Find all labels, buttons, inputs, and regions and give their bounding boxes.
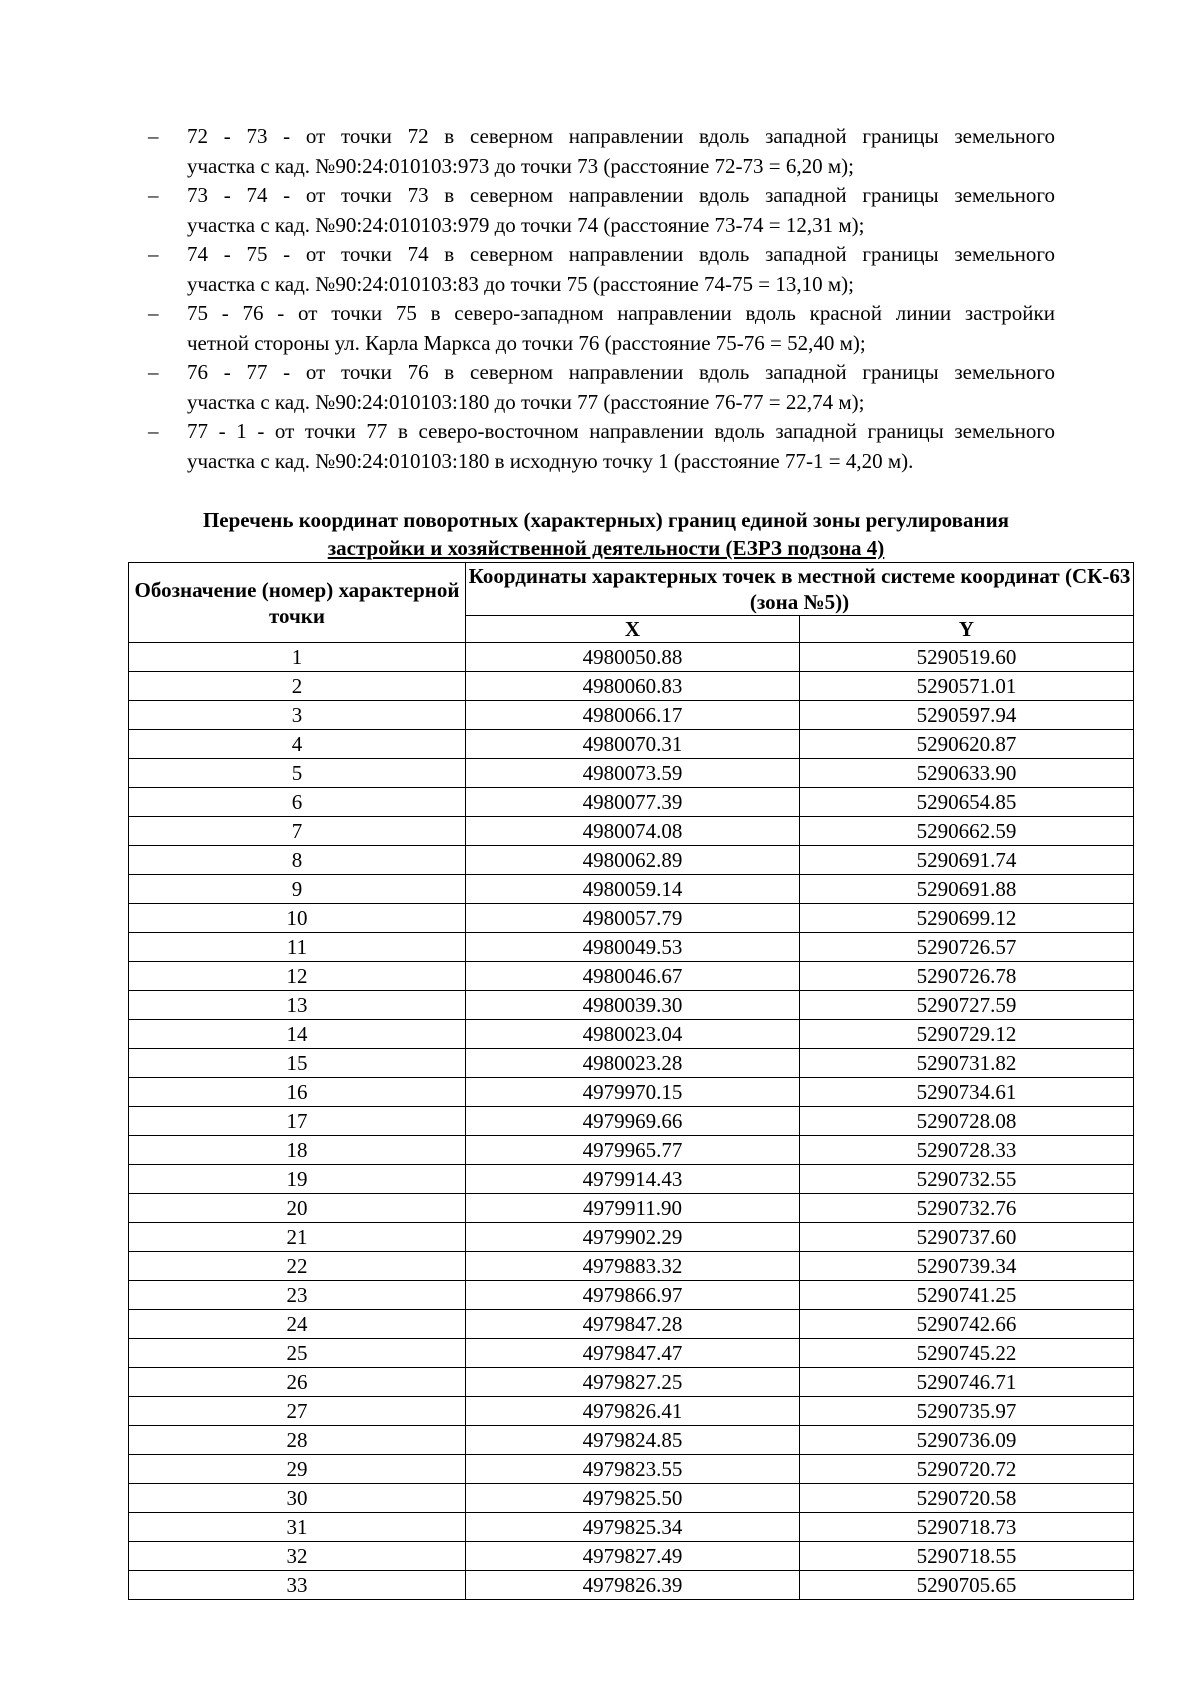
segment-text-line1: 76 - 77 - от точки 76 в северном направлении вдоль западной границы земельного (187, 360, 1055, 384)
coordinates-table-body (129, 643, 1134, 1600)
header-point-number: Обозначение (номер) характерной точки (129, 563, 466, 643)
y-coordinate-cell: 5290633.90 (800, 759, 1134, 788)
x-coordinate-cell: 4979866.97 (466, 1281, 800, 1310)
x-coordinate-cell: 4980059.14 (466, 875, 800, 904)
table-title-line1: Перечень координат поворотных (характерных) границ единой зоны регулирования (202, 508, 1010, 532)
table-row (129, 962, 1134, 991)
x-coordinate-cell: 4979826.39 (466, 1571, 800, 1600)
header-x: X (466, 616, 800, 643)
point-number-cell: 24 (129, 1310, 466, 1339)
point-number-cell: 14 (129, 1020, 466, 1049)
y-coordinate-cell: 5290662.59 (800, 817, 1134, 846)
point-number-cell: 15 (129, 1049, 466, 1078)
point-number-cell: 20 (129, 1194, 466, 1223)
y-coordinate-cell: 5290705.65 (800, 1571, 1134, 1600)
point-number-cell: 6 (129, 788, 466, 817)
point-number-cell: 5 (129, 759, 466, 788)
table-row (129, 991, 1134, 1020)
x-coordinate-cell: 4979825.50 (466, 1484, 800, 1513)
table-row (129, 1165, 1134, 1194)
bullet-dash: – (148, 242, 159, 266)
point-number-cell: 26 (129, 1368, 466, 1397)
point-number-cell: 31 (129, 1513, 466, 1542)
y-coordinate-cell: 5290519.60 (800, 643, 1134, 672)
bullet-dash: – (148, 419, 159, 443)
x-coordinate-cell: 4979902.29 (466, 1223, 800, 1252)
bullet-dash: – (148, 124, 159, 148)
table-row (129, 846, 1134, 875)
y-coordinate-cell: 5290737.60 (800, 1223, 1134, 1252)
segment-item (140, 122, 1055, 181)
x-coordinate-cell: 4980070.31 (466, 730, 800, 759)
table-row (129, 1049, 1134, 1078)
table-row (129, 1310, 1134, 1339)
segment-text-line1: 75 - 76 - от точки 75 в северо-западном направлении вдоль красной линии застройки (187, 301, 1055, 325)
x-coordinate-cell: 4980062.89 (466, 846, 800, 875)
point-number-cell: 29 (129, 1455, 466, 1484)
y-coordinate-cell: 5290731.82 (800, 1049, 1134, 1078)
coordinates-table (128, 562, 1134, 1600)
y-coordinate-cell: 5290699.12 (800, 904, 1134, 933)
point-number-cell: 13 (129, 991, 466, 1020)
table-row (129, 759, 1134, 788)
point-number-cell: 18 (129, 1136, 466, 1165)
table-row (129, 1426, 1134, 1455)
y-coordinate-cell: 5290742.66 (800, 1310, 1134, 1339)
segment-item (140, 240, 1055, 299)
y-coordinate-cell: 5290654.85 (800, 788, 1134, 817)
x-coordinate-cell: 4979824.85 (466, 1426, 800, 1455)
table-row (129, 1339, 1134, 1368)
x-coordinate-cell: 4980039.30 (466, 991, 800, 1020)
table-row (129, 1252, 1134, 1281)
table-row (129, 933, 1134, 962)
point-number-cell: 1 (129, 643, 466, 672)
point-number-cell: 3 (129, 701, 466, 730)
point-number-cell: 8 (129, 846, 466, 875)
point-number-cell: 17 (129, 1107, 466, 1136)
segment-text-line2: участка с кад. №90:24:010103:973 до точки 73 (расстояние 72-73 = 6,20 м); (187, 153, 854, 178)
point-number-cell: 33 (129, 1571, 466, 1600)
table-row (129, 1078, 1134, 1107)
table-title-line2: застройки и хозяйственной деятельности (ЕЗРЗ подзона 4) (327, 536, 885, 560)
point-number-cell: 16 (129, 1078, 466, 1107)
y-coordinate-cell: 5290732.76 (800, 1194, 1134, 1223)
x-coordinate-cell: 4980077.39 (466, 788, 800, 817)
header-coordinates: Координаты характерных точек в местной системе координат (СК-63 (зона №5)) (466, 563, 1134, 616)
point-number-cell: 21 (129, 1223, 466, 1252)
table-row (129, 643, 1134, 672)
y-coordinate-cell: 5290736.09 (800, 1426, 1134, 1455)
x-coordinate-cell: 4979969.66 (466, 1107, 800, 1136)
x-coordinate-cell: 4980049.53 (466, 933, 800, 962)
y-coordinate-cell: 5290732.55 (800, 1165, 1134, 1194)
y-coordinate-cell: 5290728.08 (800, 1107, 1134, 1136)
x-coordinate-cell: 4979823.55 (466, 1455, 800, 1484)
point-number-cell: 2 (129, 672, 466, 701)
segment-text-line1: 74 - 75 - от точки 74 в северном направлении вдоль западной границы земельного (187, 242, 1055, 266)
y-coordinate-cell: 5290735.97 (800, 1397, 1134, 1426)
table-title (140, 506, 1072, 562)
table-row (129, 817, 1134, 846)
point-number-cell: 27 (129, 1397, 466, 1426)
point-number-cell: 22 (129, 1252, 466, 1281)
table-row (129, 1368, 1134, 1397)
y-coordinate-cell: 5290734.61 (800, 1078, 1134, 1107)
y-coordinate-cell: 5290720.72 (800, 1455, 1134, 1484)
table-row (129, 1397, 1134, 1426)
segment-text-line2: четной стороны ул. Карла Маркса до точки 76 (расстояние 75-76 = 52,40 м); (187, 330, 866, 355)
x-coordinate-cell: 4979965.77 (466, 1136, 800, 1165)
table-row (129, 1571, 1134, 1600)
table-row (129, 875, 1134, 904)
table-row (129, 672, 1134, 701)
x-coordinate-cell: 4979825.34 (466, 1513, 800, 1542)
x-coordinate-cell: 4979847.28 (466, 1310, 800, 1339)
x-coordinate-cell: 4979847.47 (466, 1339, 800, 1368)
table-row (129, 1223, 1134, 1252)
table-row (129, 1542, 1134, 1571)
y-coordinate-cell: 5290691.88 (800, 875, 1134, 904)
x-coordinate-cell: 4980046.67 (466, 962, 800, 991)
table-row (129, 730, 1134, 759)
x-coordinate-cell: 4980057.79 (466, 904, 800, 933)
segment-text-line1: 77 - 1 - от точки 77 в северо-восточном направлении вдоль западной границы земельного (187, 419, 1055, 443)
segment-item (140, 181, 1055, 240)
x-coordinate-cell: 4979826.41 (466, 1397, 800, 1426)
point-number-cell: 7 (129, 817, 466, 846)
point-number-cell: 9 (129, 875, 466, 904)
x-coordinate-cell: 4980060.83 (466, 672, 800, 701)
point-number-cell: 32 (129, 1542, 466, 1571)
y-coordinate-cell: 5290741.25 (800, 1281, 1134, 1310)
table-row (129, 1281, 1134, 1310)
point-number-cell: 10 (129, 904, 466, 933)
point-number-cell: 4 (129, 730, 466, 759)
point-number-cell: 25 (129, 1339, 466, 1368)
header-y: Y (800, 616, 1134, 643)
segment-text-line1: 73 - 74 - от точки 73 в северном направлении вдоль западной границы земельного (187, 183, 1055, 207)
x-coordinate-cell: 4980066.17 (466, 701, 800, 730)
segment-item (140, 299, 1055, 358)
y-coordinate-cell: 5290726.57 (800, 933, 1134, 962)
segment-text-line1: 72 - 73 - от точки 72 в северном направлении вдоль западной границы земельного (187, 124, 1055, 148)
segment-item (140, 417, 1055, 476)
segment-text-line2: участка с кад. №90:24:010103:180 до точки 77 (расстояние 76-77 = 22,74 м); (187, 389, 865, 414)
table-row (129, 1136, 1134, 1165)
y-coordinate-cell: 5290718.73 (800, 1513, 1134, 1542)
x-coordinate-cell: 4980023.04 (466, 1020, 800, 1049)
table-row (129, 1107, 1134, 1136)
point-number-cell: 19 (129, 1165, 466, 1194)
bullet-dash: – (148, 360, 159, 384)
point-number-cell: 12 (129, 962, 466, 991)
table-row (129, 1484, 1134, 1513)
y-coordinate-cell: 5290571.01 (800, 672, 1134, 701)
y-coordinate-cell: 5290726.78 (800, 962, 1134, 991)
x-coordinate-cell: 4980050.88 (466, 643, 800, 672)
x-coordinate-cell: 4979827.25 (466, 1368, 800, 1397)
segment-text-line2: участка с кад. №90:24:010103:979 до точки 74 (расстояние 73-74 = 12,31 м); (187, 212, 865, 237)
x-coordinate-cell: 4979911.90 (466, 1194, 800, 1223)
x-coordinate-cell: 4980023.28 (466, 1049, 800, 1078)
y-coordinate-cell: 5290691.74 (800, 846, 1134, 875)
y-coordinate-cell: 5290597.94 (800, 701, 1134, 730)
table-row (129, 788, 1134, 817)
table-row (129, 1020, 1134, 1049)
point-number-cell: 23 (129, 1281, 466, 1310)
point-number-cell: 28 (129, 1426, 466, 1455)
point-number-cell: 30 (129, 1484, 466, 1513)
y-coordinate-cell: 5290745.22 (800, 1339, 1134, 1368)
x-coordinate-cell: 4979883.32 (466, 1252, 800, 1281)
boundary-segment-list (140, 122, 1055, 476)
y-coordinate-cell: 5290620.87 (800, 730, 1134, 759)
segment-text-line2: участка с кад. №90:24:010103:180 в исходную точку 1 (расстояние 77-1 = 4,20 м). (187, 448, 914, 473)
x-coordinate-cell: 4979827.49 (466, 1542, 800, 1571)
y-coordinate-cell: 5290728.33 (800, 1136, 1134, 1165)
y-coordinate-cell: 5290718.55 (800, 1542, 1134, 1571)
table-row (129, 1455, 1134, 1484)
table-row (129, 1194, 1134, 1223)
x-coordinate-cell: 4979970.15 (466, 1078, 800, 1107)
table-row (129, 701, 1134, 730)
point-number-cell: 11 (129, 933, 466, 962)
segment-item (140, 358, 1055, 417)
y-coordinate-cell: 5290746.71 (800, 1368, 1134, 1397)
table-row (129, 904, 1134, 933)
x-coordinate-cell: 4980073.59 (466, 759, 800, 788)
bullet-dash: – (148, 183, 159, 207)
x-coordinate-cell: 4979914.43 (466, 1165, 800, 1194)
bullet-dash: – (148, 301, 159, 325)
y-coordinate-cell: 5290729.12 (800, 1020, 1134, 1049)
x-coordinate-cell: 4980074.08 (466, 817, 800, 846)
y-coordinate-cell: 5290727.59 (800, 991, 1134, 1020)
y-coordinate-cell: 5290739.34 (800, 1252, 1134, 1281)
y-coordinate-cell: 5290720.58 (800, 1484, 1134, 1513)
table-row (129, 1513, 1134, 1542)
segment-text-line2: участка с кад. №90:24:010103:83 до точки 75 (расстояние 74-75 = 13,10 м); (187, 271, 854, 296)
